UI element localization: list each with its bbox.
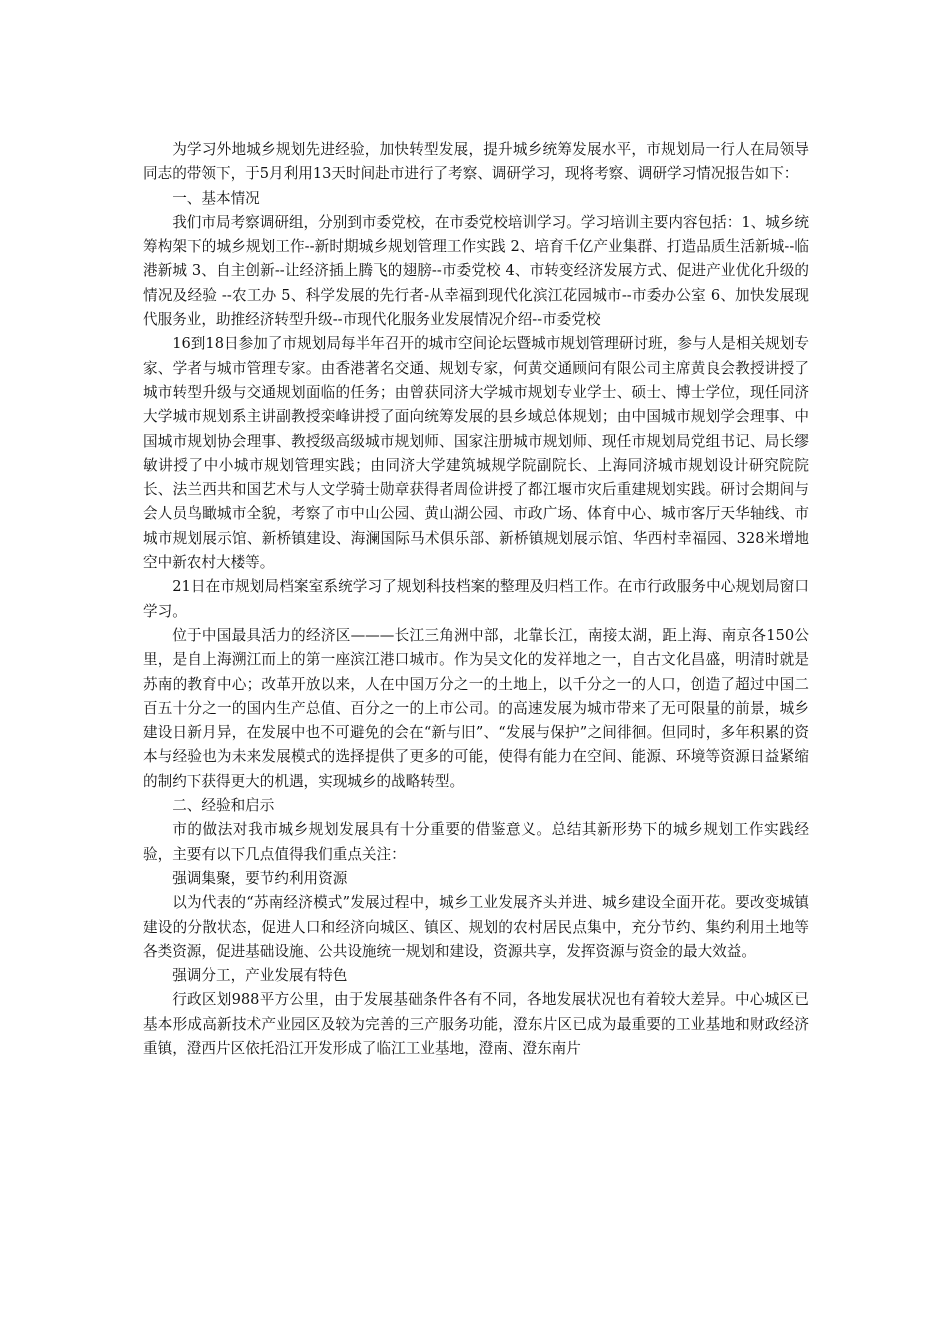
subheading-agglomeration: 强调集聚，要节约利用资源	[172, 869, 348, 887]
paragraph-archive: 21日在市规划局档案室系统学习了规划科技档案的整理及归档工作。在市行政服务中心规划局窗口学习。	[143, 578, 809, 620]
section-heading-experience: 二、经验和启示	[172, 797, 275, 815]
paragraph-training: 我们市局考察调研组，分别到市委党校，在市委党校培训学习。学习培训主要内容包括：1、城乡统筹构架下的城乡规划工作--新时期城乡规划管理工作实践 2、培育千亿产业集群、打造品质生活新城--临港新城 3、自主创新--让经济插上腾飞的翅膀--市委党校 4、市转变经济发展方式、促进产业优化升级的情况及经验 --农工办 5、科学发展的先行者-从幸福到现代化滨江花园城市--市委办公室 6、加快发展现代服务业，助推经济转型升级--市现代化服务业发展情况介绍--市委党校	[143, 213, 810, 329]
paragraph-division: 行政区划988平方公里，由于发展基础条件各有不同，各地发展状况也有着较大差异。中心城区已基本形成高新技术产业园区及较为完善的三产服务功能，澄东片区已成为最重要的工业基地和财政经济重镇，澄西片区依托沿江开发形成了临江工业基地，澄南、澄东南片	[143, 991, 809, 1057]
section-heading-basic: 一、基本情况	[172, 189, 260, 207]
paragraph-experience-intro: 市的做法对我市城乡规划发展具有十分重要的借鉴意义。总结其新形势下的城乡规划工作实践经验，主要有以下几点值得我们重点关注：	[143, 821, 809, 863]
document-page	[143, 138, 809, 1061]
paragraph-city-overview: 位于中国最具活力的经济区———长江三角洲中部，北靠长江，南接太湖，距上海、南京各150公里，是自上海溯江而上的第一座滨江港口城市。作为吴文化的发祥地之一，自古文化昌盛，明清时就是苏南的教育中心；改革开放以来，人在中国万分之一的土地上，以千分之一的人口，创造了超过中国二百五十分之一的国内生产总值、百分之一的上市公司。的高速发展为城市带来了无可限量的前景，城乡建设日新月异，在发展中也不可避免的会在“新与旧”、“发展与保护”之间徘徊。但同时，多年积累的资本与经验也为未来发展模式的选择提供了更多的可能，使得有能力在空间、能源、环境等资源日益紧缩的制约下获得更大的机遇，实现城乡的战略转型。	[143, 626, 809, 790]
subheading-division: 强调分工，产业发展有特色	[172, 967, 348, 985]
paragraph-agglomeration: 以为代表的“苏南经济模式”发展过程中，城乡工业发展齐头并进、城乡建设全面开花。要改变城镇建设的分散状态，促进人口和经济向城区、镇区、规划的农村居民点集中，充分节约、集约利用土地等各类资源，促进基础设施、公共设施统一规划和建设，资源共享，发挥资源与资金的最大效益。	[143, 894, 809, 960]
paragraph-intro: 为学习外地城乡规划先进经验，加快转型发展，提升城乡统筹发展水平，市规划局一行人在局领导同志的带领下，于5月利用13天时间赴市进行了考察、调研学习，现将考察、调研学习情况报告如下：	[143, 141, 809, 183]
paragraph-forum: 16到18日参加了市规划局每半年召开的城市空间论坛暨城市规划管理研讨班，参与人是相关规划专家、学者与城市管理专家。由香港著名交通、规划专家，何黄交通顾问有限公司主席黄良会教授讲授了城市转型升级与交通规划面临的任务；由曾获同济大学城市规划专业学士、硕士、博士学位，现任同济大学城市规划系主讲副教授栾峰讲授了面向统筹发展的县乡域总体规划；由中国城市规划学会理事、中国城市规划协会理事、教授级高级城市规划师、国家注册城市规划师、现任市规划局党组书记、局长缪敏讲授了中小城市规划管理实践；由同济大学建筑城规学院副院长、上海同济城市规划设计研究院院长、法兰西共和国艺术与人文学骑士勋章获得者周俭讲授了都江堰市灾后重建规划实践。研讨会期间与会人员鸟瞰城市全貌，考察了市中山公园、黄山湖公园、市政广场、体育中心、城市客厅天华轴线、市城市规划展示馆、新桥镇建设、海澜国际马术俱乐部、新桥镇规划展示馆、华西村幸福园、328米增地空中新农村大楼等。	[143, 335, 809, 572]
